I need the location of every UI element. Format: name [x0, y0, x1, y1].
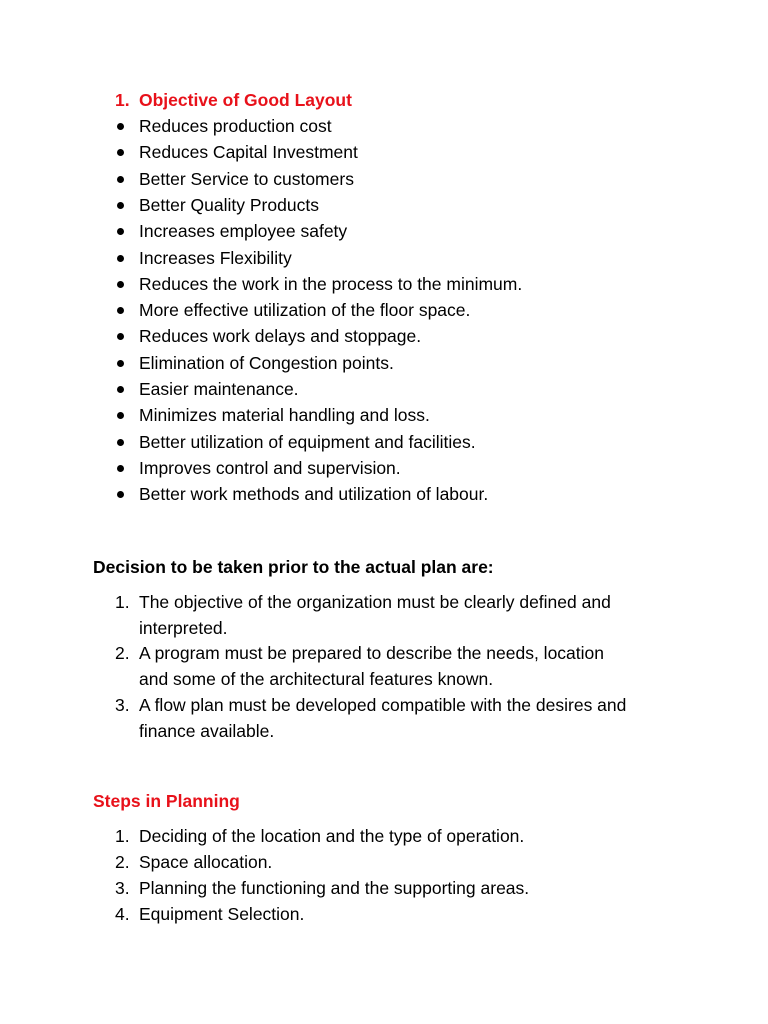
- bullet-item-text: Better Quality Products: [139, 194, 319, 215]
- bullet-dot-icon: [117, 307, 124, 314]
- bullet-item: [0, 271, 768, 297]
- decision-item-line: interpreted.: [139, 617, 228, 638]
- bullet-dot-icon: [117, 176, 124, 183]
- bullet-item-text: Reduces the work in the process to the minimum.: [139, 273, 523, 294]
- objective-heading: [0, 87, 768, 113]
- step-item-number: 3.: [115, 878, 130, 898]
- bullet-item-text: Elimination of Congestion points.: [139, 352, 394, 373]
- bullet-dot-icon: [117, 386, 124, 393]
- step-item-text: Equipment Selection.: [139, 904, 305, 924]
- bullet-item-text: Increases employee safety: [139, 221, 348, 242]
- bullet-item: [0, 192, 768, 218]
- bullet-dot-icon: [117, 149, 124, 156]
- bullet-item: [0, 297, 768, 323]
- bullet-dot-icon: [117, 412, 124, 419]
- bullet-item: [0, 481, 768, 507]
- bullet-item: [0, 166, 768, 192]
- bullet-item: [0, 139, 768, 165]
- decision-item-number: 1.: [115, 592, 130, 612]
- bullet-dot-icon: [117, 281, 124, 288]
- bullet-dot-icon: [117, 123, 124, 130]
- decision-item-line: A program must be prepared to describe the needs, location: [139, 643, 604, 663]
- bullet-item-text: Reduces production cost: [139, 116, 332, 136]
- bullet-dot-icon: [117, 255, 124, 262]
- bullet-item-text: Improves control and supervision.: [139, 457, 401, 478]
- bullet-dot-icon: [117, 360, 124, 367]
- bullet-item-text: Increases Flexibility: [139, 247, 292, 268]
- decision-item-number: 3.: [115, 695, 130, 715]
- bullet-item-text: Minimizes material handling and loss.: [139, 405, 430, 426]
- decision-item-line: finance available.: [139, 720, 275, 741]
- bullet-item: [0, 429, 768, 455]
- bullet-dot-icon: [117, 333, 124, 340]
- decision-item-line: The objective of the organization must be clearly defined and: [139, 592, 611, 612]
- step-item-text: Space allocation.: [139, 852, 273, 872]
- objective-heading-title: Objective of Good Layout: [139, 90, 352, 110]
- objective-heading-number: 1.: [115, 90, 130, 110]
- step-item-text: Planning the functioning and the supporting areas.: [139, 878, 530, 898]
- bullet-item-text: Better utilization of equipment and facilities.: [139, 431, 476, 452]
- bullet-item: [0, 113, 768, 139]
- bullet-item: [0, 402, 768, 428]
- bullet-dot-icon: [117, 465, 124, 472]
- step-item-text: Deciding of the location and the type of operation.: [139, 826, 525, 846]
- bullet-dot-icon: [117, 202, 124, 209]
- bullet-item-text: Reduces work delays and stoppage.: [139, 326, 422, 347]
- step-item-number: 1.: [115, 826, 130, 846]
- bullet-item: [0, 455, 768, 481]
- steps-heading: Steps in Planning: [93, 791, 240, 811]
- decision-item-number: 2.: [115, 643, 130, 663]
- bullet-item-text: Reduces Capital Investment: [139, 142, 358, 163]
- step-item-number: 4.: [115, 904, 130, 924]
- decision-item-line: and some of the architectural features known.: [139, 668, 494, 689]
- decision-item-line: A flow plan must be developed compatible with the desires and: [139, 695, 627, 715]
- bullet-item: [0, 323, 768, 349]
- bullet-item: [0, 218, 768, 244]
- bullet-dot-icon: [117, 439, 124, 446]
- bullet-item-text: Better Service to customers: [139, 168, 354, 189]
- bullet-item: [0, 245, 768, 271]
- bullet-item-text: More effective utilization of the floor space.: [139, 300, 471, 321]
- bullet-item: [0, 376, 768, 402]
- step-item-number: 2.: [115, 852, 130, 872]
- bullet-dot-icon: [117, 228, 124, 235]
- decision-heading: Decision to be taken prior to the actual plan are:: [93, 557, 494, 577]
- bullet-dot-icon: [117, 491, 124, 498]
- bullet-item: [0, 350, 768, 376]
- bullet-item-text: Easier maintenance.: [139, 379, 299, 399]
- bullet-item-text: Better work methods and utilization of labour.: [139, 484, 489, 505]
